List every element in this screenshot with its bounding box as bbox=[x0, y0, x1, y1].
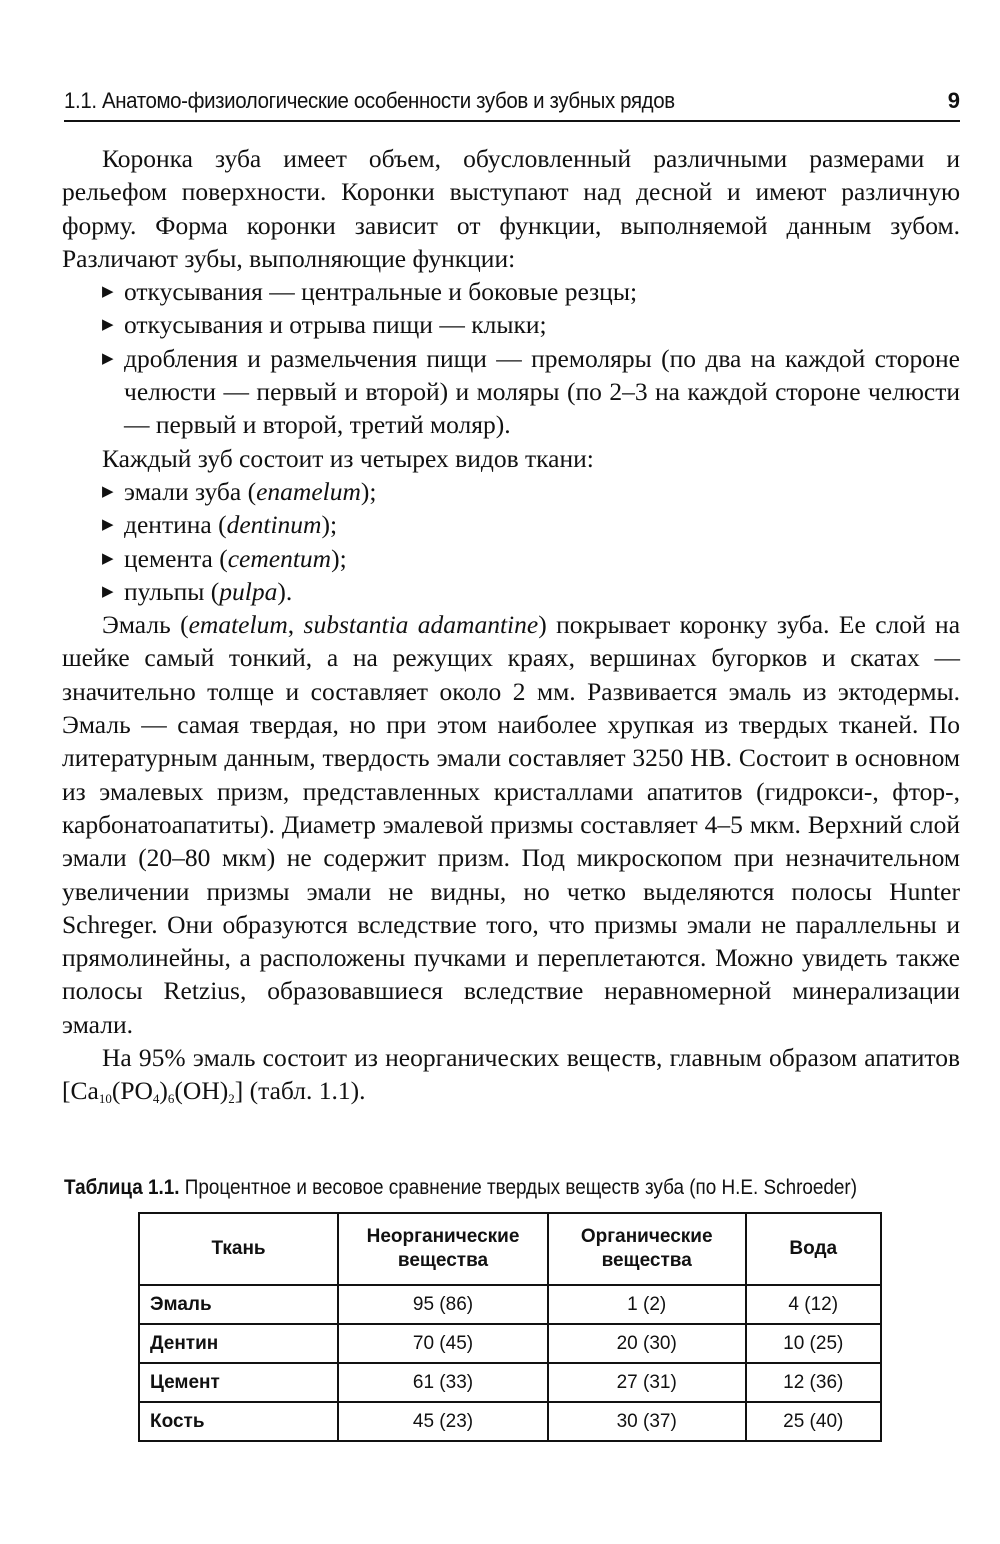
table-row: Цемент 61 (33) 27 (31) 12 (36) bbox=[139, 1363, 881, 1402]
bullet-arrow-icon: ▶ bbox=[102, 481, 114, 500]
bullet-arrow-icon: ▶ bbox=[102, 348, 114, 367]
tissues-list bbox=[62, 475, 960, 608]
list-item: ▶ откусывания и отрыва пищи — клыки; bbox=[124, 308, 960, 341]
tissues-lead: Каждый зуб состоит из четырех видов ткани: bbox=[102, 443, 594, 473]
table-caption: Таблица 1.1. Процентное и весовое сравнение твердых веществ зуба (по H.E. Schroeder) bbox=[64, 1176, 858, 1199]
functions-list bbox=[62, 275, 960, 441]
list-item: ▶ цемента (cementum); bbox=[124, 542, 960, 575]
body-text bbox=[62, 142, 960, 1108]
page-number: 9 bbox=[947, 88, 960, 113]
header-tissue: Ткань bbox=[139, 1213, 338, 1285]
table-header-row bbox=[139, 1213, 881, 1285]
bullet-arrow-icon: ▶ bbox=[102, 548, 114, 567]
paragraph-composition: На 95% эмаль состоит из неорганических веществ, главным образом апатитов $[Ca_{10}(PO_4)_6(OH)_2]$ (табл. 1.1). bbox=[62, 1043, 960, 1107]
bullet-arrow-icon: ▶ bbox=[102, 581, 114, 600]
list-item: ▶ эмали зуба (enamelum); bbox=[124, 475, 960, 508]
list-item: ▶ дентина (dentinum); bbox=[124, 508, 960, 541]
list-item: ▶ откусывания — центральные и боковые резцы; bbox=[124, 275, 960, 308]
table-label: Таблица 1.1. bbox=[64, 1176, 180, 1199]
composition-table bbox=[138, 1212, 882, 1442]
list-item: ▶ пульпы (pulpa). bbox=[124, 575, 960, 608]
paragraph-crown: Коронка зуба имеет объем, обусловленный различными размерами и рельефом поверхности. Коронки выступают над десной и имеют различную форму. Форма коронки зависит от функции, выполняемой данным зубом. Различают зубы, выполняющие функции: bbox=[62, 144, 960, 273]
table-row: Кость 45 (23) 30 (37) 25 (40) bbox=[139, 1402, 881, 1441]
bullet-arrow-icon: ▶ bbox=[102, 515, 114, 534]
running-header bbox=[64, 84, 960, 122]
table-row: Дентин 70 (45) 20 (30) 10 (25) bbox=[139, 1324, 881, 1363]
bullet-arrow-icon: ▶ bbox=[102, 282, 114, 301]
header-organic: Органические вещества bbox=[548, 1213, 746, 1285]
section-title: 1.1. Анатомо-физиологические особенности зубов и зубных рядов bbox=[64, 88, 675, 113]
header-inorganic: Неорганические вещества bbox=[338, 1213, 548, 1285]
list-item: ▶ дробления и размельчения пищи — премоляры (по два на каждой стороне челюсти — первый и второй) и моляры (по 2–3 на каждой стороне челюсти — первый и второй, третий моляр). bbox=[102, 343, 960, 440]
header-water: Вода bbox=[746, 1213, 882, 1285]
paragraph-enamel: Эмаль (ematelum, substantia adamantine) покрывает коронку зуба. Ее слой на шейке самый тонкий, а на режущих краях, вершинах бугорков и скатах — значительно толще и составляет около 2 мм. Развивается эмаль из эктодермы. Эмаль — самая твердая, но при этом наиболее хрупкая из твердых тканей. По литературным данным, твердость эмали составляет 3250 НВ. Состоит в основном из эмалевых призм, представленных кристаллами апатитов (гидрокси-, фтор-, карбонатоапатиты). Диаметр эмалевой призмы составляет 4–5 мкм. Верхний слой эмали (20–80 мкм) не содержит призм. Под микроскопом при незначительном увеличении призмы эмали не видны, но четко выделяются полосы Hunter Schreger. Они образуются вследствие того, что призмы эмали не параллельны и прямолинейны, а расположены пучками и переплетаются. Можно увидеть также полосы Retzius, образовавшиеся вследствие неравномерной минерализации эмали. bbox=[62, 610, 961, 1039]
bullet-arrow-icon: ▶ bbox=[102, 315, 114, 334]
table-row: Эмаль 95 (86) 1 (2) 4 (12) bbox=[139, 1285, 881, 1324]
